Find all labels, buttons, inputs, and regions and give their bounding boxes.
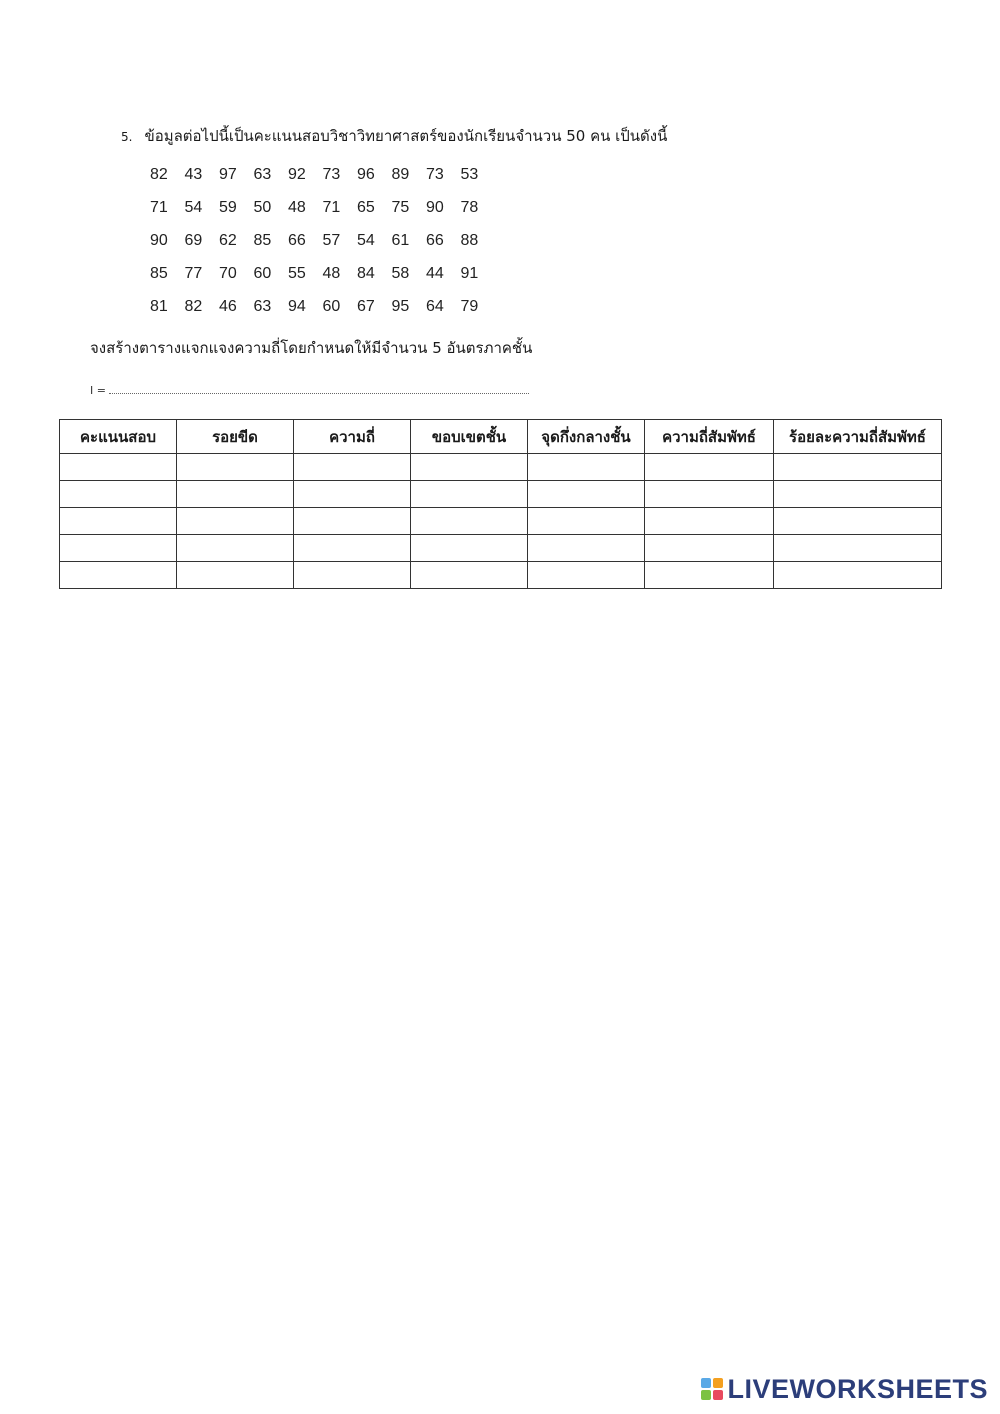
score-value: 88 <box>460 231 479 249</box>
answer-cell[interactable] <box>774 454 942 481</box>
score-value: 91 <box>460 264 479 282</box>
score-value: 67 <box>357 297 375 315</box>
answer-cell[interactable] <box>411 481 528 508</box>
table-header-row <box>60 420 942 454</box>
score-value: 85 <box>253 231 272 249</box>
score-value: 90 <box>150 231 168 249</box>
answer-cell[interactable] <box>774 508 942 535</box>
answer-cell[interactable] <box>294 454 411 481</box>
answer-cell[interactable] <box>177 481 294 508</box>
score-value: 61 <box>391 231 410 249</box>
score-value: 97 <box>219 165 237 183</box>
score-value: 70 <box>219 264 237 282</box>
score-value: 63 <box>253 165 272 183</box>
score-value: 77 <box>184 264 203 282</box>
score-row <box>150 257 495 290</box>
column-header: ร้อยละความถี่สัมพัทธ์ <box>774 420 942 454</box>
score-value: 89 <box>391 165 410 183</box>
answer-cell[interactable] <box>177 535 294 562</box>
score-value: 94 <box>288 297 306 315</box>
interval-label: I = <box>90 384 106 397</box>
answer-cell[interactable] <box>177 508 294 535</box>
score-value: 54 <box>357 231 375 249</box>
table-row <box>60 508 942 535</box>
score-value: 66 <box>288 231 306 249</box>
score-value: 82 <box>150 165 168 183</box>
liveworksheets-logo <box>701 1374 988 1404</box>
score-value: 90 <box>426 198 444 216</box>
interval-answer-blank[interactable] <box>109 382 529 394</box>
logo-text: LIVEWORKSHEETS <box>727 1373 988 1404</box>
logo-icon <box>701 1378 723 1400</box>
table-row <box>60 454 942 481</box>
score-row <box>150 290 495 323</box>
answer-cell[interactable] <box>60 562 177 589</box>
score-value: 59 <box>219 198 237 216</box>
score-value: 81 <box>150 297 168 315</box>
score-value: 71 <box>322 198 341 216</box>
score-value: 62 <box>219 231 237 249</box>
score-value: 57 <box>322 231 341 249</box>
answer-cell[interactable] <box>774 562 942 589</box>
answer-cell[interactable] <box>294 508 411 535</box>
score-value: 58 <box>391 264 410 282</box>
score-value: 66 <box>426 231 444 249</box>
question-number: 5. <box>121 130 133 144</box>
answer-cell[interactable] <box>528 481 645 508</box>
answer-cell[interactable] <box>411 508 528 535</box>
column-header: ขอบเขตชั้น <box>411 420 528 454</box>
answer-cell[interactable] <box>60 481 177 508</box>
score-value: 79 <box>460 297 479 315</box>
score-value: 53 <box>460 165 479 183</box>
answer-cell[interactable] <box>294 535 411 562</box>
answer-cell[interactable] <box>60 454 177 481</box>
answer-cell[interactable] <box>645 535 774 562</box>
score-value: 75 <box>391 198 410 216</box>
score-value: 95 <box>391 297 410 315</box>
score-data-table <box>150 158 495 323</box>
answer-cell[interactable] <box>645 481 774 508</box>
score-value: 63 <box>253 297 272 315</box>
score-value: 60 <box>253 264 272 282</box>
score-value: 44 <box>426 264 444 282</box>
question-text: ข้อมูลต่อไปนี้เป็นคะแนนสอบวิชาวิทยาศาสตร์ของนักเรียนจำนวน 50 คน เป็นดังนี้ <box>144 127 668 145</box>
answer-cell[interactable] <box>645 562 774 589</box>
score-value: 65 <box>357 198 375 216</box>
column-header: จุดกึ่งกลางชั้น <box>528 420 645 454</box>
score-value: 73 <box>426 165 444 183</box>
score-value: 85 <box>150 264 168 282</box>
answer-cell[interactable] <box>411 535 528 562</box>
score-value: 64 <box>426 297 444 315</box>
answer-cell[interactable] <box>411 454 528 481</box>
score-value: 82 <box>184 297 203 315</box>
answer-cell[interactable] <box>774 535 942 562</box>
column-header: ความถี่สัมพัทธ์ <box>645 420 774 454</box>
score-row <box>150 158 495 191</box>
score-value: 84 <box>357 264 375 282</box>
score-value: 43 <box>184 165 203 183</box>
instruction-text: จงสร้างตารางแจกแจงความถี่โดยกำหนดให้มีจำนวน 5 อันตรภาคชั้น <box>90 339 533 357</box>
logo-square <box>701 1378 711 1388</box>
score-value: 71 <box>150 198 168 216</box>
logo-square <box>713 1390 723 1400</box>
answer-cell[interactable] <box>60 535 177 562</box>
interval-answer-line <box>90 382 529 399</box>
column-header: ความถี่ <box>294 420 411 454</box>
frequency-table <box>59 419 942 589</box>
score-value: 48 <box>288 198 306 216</box>
logo-square <box>713 1378 723 1388</box>
answer-cell[interactable] <box>177 454 294 481</box>
answer-cell[interactable] <box>645 508 774 535</box>
answer-cell[interactable] <box>645 454 774 481</box>
score-value: 48 <box>322 264 341 282</box>
score-value: 69 <box>184 231 203 249</box>
column-header: รอยขีด <box>177 420 294 454</box>
score-value: 46 <box>219 297 237 315</box>
table-row <box>60 481 942 508</box>
score-value: 96 <box>357 165 375 183</box>
score-value: 78 <box>460 198 479 216</box>
answer-cell[interactable] <box>60 508 177 535</box>
score-value: 55 <box>288 264 306 282</box>
answer-cell[interactable] <box>528 454 645 481</box>
score-value: 54 <box>184 198 203 216</box>
table-row <box>60 535 942 562</box>
table-row <box>60 562 942 589</box>
question <box>121 124 667 149</box>
score-value: 60 <box>322 297 341 315</box>
answer-cell[interactable] <box>294 481 411 508</box>
answer-cell[interactable] <box>411 562 528 589</box>
logo-square <box>701 1390 711 1400</box>
score-value: 92 <box>288 165 306 183</box>
score-row <box>150 224 495 257</box>
answer-cell[interactable] <box>528 562 645 589</box>
score-value: 73 <box>322 165 341 183</box>
score-value: 50 <box>253 198 272 216</box>
score-row <box>150 191 495 224</box>
answer-cell[interactable] <box>294 562 411 589</box>
answer-cell[interactable] <box>528 535 645 562</box>
answer-cell[interactable] <box>177 562 294 589</box>
column-header: คะแนนสอบ <box>60 420 177 454</box>
answer-cell[interactable] <box>528 508 645 535</box>
answer-cell[interactable] <box>774 481 942 508</box>
